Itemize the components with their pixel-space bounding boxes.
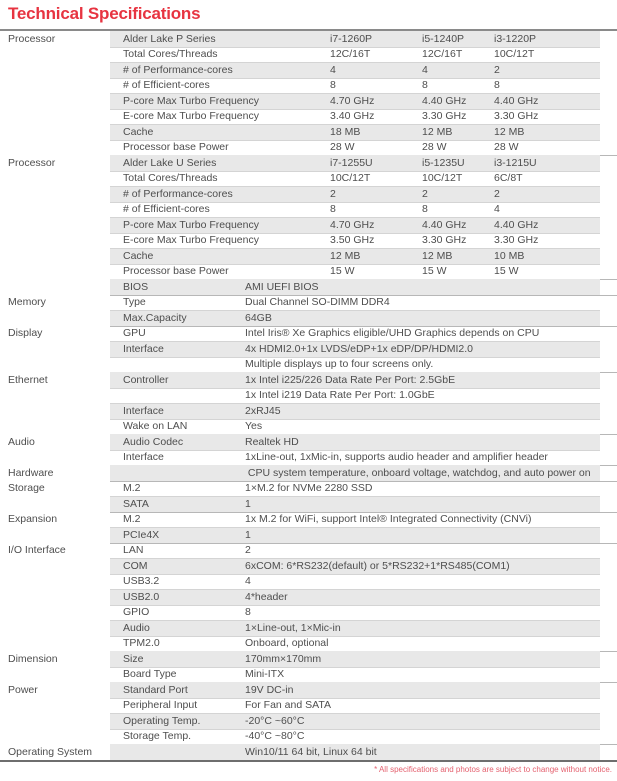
row-value: Mini-ITX: [245, 668, 285, 681]
row-stripe: [110, 481, 600, 497]
row-category: [0, 124, 110, 140]
row-value: 1x M.2 for WiFi, support Intel® Integrated Connectivity (CNVi): [245, 513, 532, 526]
row-label: TPM2.0: [123, 637, 160, 650]
row-category: Expansion: [0, 512, 110, 528]
row-value: AMI UEFI BIOS: [245, 280, 319, 293]
spec-row: [0, 62, 617, 78]
row-value: 12C/16T: [422, 48, 463, 61]
row-value: 2: [245, 544, 251, 557]
row-label: Type: [123, 296, 146, 309]
spec-row: [0, 295, 617, 311]
row-label: Alder Lake P Series: [123, 32, 216, 45]
row-value: -40°C ~80°C: [245, 730, 305, 743]
row-label: GPU: [123, 327, 146, 340]
row-category: [0, 403, 110, 419]
row-category: [0, 450, 110, 466]
row-value: 1×Line-out, 1×Mic-in: [245, 621, 341, 634]
row-value: i3-1215U: [494, 156, 537, 169]
footnote: * All specifications and photos are subject to change without notice.: [374, 764, 612, 774]
row-label: Controller: [123, 373, 169, 386]
row-stripe: [110, 264, 600, 280]
row-category: [0, 140, 110, 156]
row-category: Storage: [0, 481, 110, 497]
row-value: 8: [330, 79, 336, 92]
row-stripe: [110, 171, 600, 187]
row-value: 4x HDMI2.0+1x LVDS/eDP+1x eDP/DP/HDMI2.0: [245, 342, 473, 355]
row-category: [0, 636, 110, 652]
row-stripe: [110, 698, 600, 714]
row-value: 8: [330, 203, 336, 216]
row-category: [0, 233, 110, 249]
row-stripe: [110, 403, 600, 419]
row-value: Realtek HD: [245, 435, 299, 448]
row-stripe: [110, 372, 600, 388]
row-category: [0, 605, 110, 621]
spec-row: [0, 481, 617, 497]
row-stripe: [110, 310, 600, 326]
row-value: 10C/12T: [422, 172, 463, 185]
row-value: 2: [330, 187, 336, 200]
row-value: Win10/11 64 bit, Linux 64 bit: [245, 745, 377, 758]
row-stripe: [110, 558, 600, 574]
row-stripe: [110, 109, 600, 125]
row-stripe: [110, 496, 600, 512]
row-label: M.2: [123, 482, 141, 495]
row-category: [0, 202, 110, 218]
row-value: 4.70 GHz: [330, 218, 375, 231]
row-stripe: [110, 248, 600, 264]
spec-row: [0, 202, 617, 218]
row-value: CPU system temperature, onboard voltage, watchdog, and auto power on: [245, 466, 591, 479]
row-label: Audio: [123, 621, 150, 634]
spec-row: [0, 713, 617, 729]
row-value: 1: [245, 497, 251, 510]
spec-table: [0, 29, 617, 762]
row-label: Size: [123, 652, 144, 665]
spec-row: [0, 279, 617, 295]
row-category: [0, 341, 110, 357]
row-value: 15 W: [494, 265, 519, 278]
row-stripe: [110, 31, 600, 47]
row-value: i7-1255U: [330, 156, 373, 169]
spec-row: [0, 233, 617, 249]
row-stripe: [110, 744, 600, 760]
spec-row: [0, 667, 617, 683]
row-category: I/O Interface: [0, 543, 110, 559]
spec-row: [0, 109, 617, 125]
row-label: Processor base Power: [123, 265, 229, 278]
spec-row: [0, 47, 617, 63]
row-label: # of Efficient-cores: [123, 79, 210, 92]
spec-row: [0, 372, 617, 388]
row-category: [0, 78, 110, 94]
row-value: Onboard, optional: [245, 637, 329, 650]
row-stripe: [110, 47, 600, 63]
row-category: [0, 419, 110, 435]
row-value: 8: [422, 79, 428, 92]
row-category: [0, 496, 110, 512]
row-stripe: [110, 124, 600, 140]
spec-row: [0, 620, 617, 636]
row-stripe: [110, 341, 600, 357]
spec-row: [0, 140, 617, 156]
row-value: 8: [494, 79, 500, 92]
spec-row: [0, 217, 617, 233]
row-value: 8: [422, 203, 428, 216]
row-value: 2xRJ45: [245, 404, 281, 417]
row-label: USB3.2: [123, 575, 160, 588]
page-title: Technical Specifications: [8, 4, 201, 23]
row-value: 4*header: [245, 590, 288, 603]
spec-row: [0, 543, 617, 559]
row-stripe: [110, 434, 600, 450]
row-value: 8: [245, 606, 251, 619]
row-label: # of Performance-cores: [123, 187, 233, 200]
row-value: 4.40 GHz: [494, 94, 539, 107]
row-label: P-core Max Turbo Frequency: [123, 94, 259, 107]
row-stripe: [110, 233, 600, 249]
row-value: 3.30 GHz: [494, 110, 539, 123]
spec-row: [0, 729, 617, 745]
spec-row: [0, 326, 617, 342]
row-category: [0, 171, 110, 187]
spec-row: [0, 465, 617, 481]
row-value: 1: [245, 528, 251, 541]
spec-row: [0, 496, 617, 512]
row-value: 1x Intel i219 Data Rate Per Port: 1.0GbE: [245, 389, 435, 402]
row-label: Audio Codec: [123, 435, 184, 448]
spec-row: [0, 605, 617, 621]
row-category: [0, 729, 110, 745]
spec-row: [0, 31, 617, 47]
row-stripe: [110, 295, 600, 311]
row-value: 4.40 GHz: [422, 218, 467, 231]
row-label: Interface: [123, 342, 164, 355]
spec-row: [0, 434, 617, 450]
row-label: Standard Port: [123, 683, 188, 696]
row-stripe: [110, 729, 600, 745]
row-category: [0, 698, 110, 714]
row-label: SATA: [123, 497, 149, 510]
row-category: [0, 279, 110, 295]
row-label: Alder Lake U Series: [123, 156, 217, 169]
row-category: [0, 264, 110, 280]
spec-row: [0, 527, 617, 543]
spec-row: [0, 93, 617, 109]
spec-row: [0, 264, 617, 280]
row-category: [0, 47, 110, 63]
row-value: 28 W: [422, 141, 447, 154]
spec-row: [0, 78, 617, 94]
row-value: 6xCOM: 6*RS232(default) or 5*RS232+1*RS485(COM1): [245, 559, 510, 572]
row-stripe: [110, 62, 600, 78]
spec-row: [0, 698, 617, 714]
spec-row: [0, 248, 617, 264]
row-value: Yes: [245, 420, 263, 433]
row-stripe: [110, 202, 600, 218]
row-category: Operating System: [0, 744, 110, 760]
row-value: 3.40 GHz: [330, 110, 375, 123]
row-category: Memory: [0, 295, 110, 311]
row-value: 3.30 GHz: [494, 234, 539, 247]
row-value: i3-1220P: [494, 32, 537, 45]
spec-row: [0, 310, 617, 326]
row-value: 4: [245, 575, 251, 588]
row-label: Wake on LAN: [123, 420, 188, 433]
row-label: PCIe4X: [123, 528, 160, 541]
row-value: Dual Channel SO-DIMM DDR4: [245, 296, 390, 309]
row-value: 28 W: [494, 141, 519, 154]
row-value: 3.30 GHz: [422, 234, 467, 247]
spec-row: [0, 744, 617, 760]
row-value: i5-1240P: [422, 32, 465, 45]
spec-row: [0, 651, 617, 667]
row-category: [0, 62, 110, 78]
row-category: [0, 357, 110, 373]
row-category: [0, 589, 110, 605]
row-value: 28 W: [330, 141, 355, 154]
row-category: [0, 667, 110, 683]
row-category: [0, 186, 110, 202]
row-category: [0, 248, 110, 264]
row-category: [0, 620, 110, 636]
spec-row: [0, 186, 617, 202]
row-category: [0, 93, 110, 109]
row-value: -20°C ~60°C: [245, 714, 305, 727]
row-stripe: [110, 605, 600, 621]
spec-row: [0, 155, 617, 171]
row-value: 12C/16T: [330, 48, 371, 61]
row-stripe: [110, 574, 600, 590]
row-value: 12 MB: [422, 125, 453, 138]
row-value: 12 MB: [330, 249, 361, 262]
spec-row: [0, 403, 617, 419]
row-value: 15 W: [330, 265, 355, 278]
row-category: Ethernet: [0, 372, 110, 388]
row-label: Cache: [123, 125, 154, 138]
row-stripe: [110, 450, 600, 466]
spec-row: [0, 171, 617, 187]
row-value: 18 MB: [330, 125, 361, 138]
row-label: BIOS: [123, 280, 149, 293]
row-value: 10C/12T: [494, 48, 535, 61]
spec-row: [0, 574, 617, 590]
row-category: Processor: [0, 31, 110, 47]
row-stripe: [110, 155, 600, 171]
row-value: 4.40 GHz: [494, 218, 539, 231]
row-label: Total Cores/Threads: [123, 172, 218, 185]
row-value: i7-1260P: [330, 32, 373, 45]
row-stripe: [110, 93, 600, 109]
row-stripe: [110, 388, 600, 404]
row-label: Cache: [123, 249, 154, 262]
row-value: 4: [422, 63, 428, 76]
row-stripe: [110, 682, 600, 698]
row-label: Max.Capacity: [123, 311, 187, 324]
row-stripe: [110, 217, 600, 233]
row-stripe: [110, 186, 600, 202]
spec-row: [0, 388, 617, 404]
row-label: Storage Temp.: [123, 730, 192, 743]
row-stripe: [110, 620, 600, 636]
row-label: M.2: [123, 513, 141, 526]
row-value: 10C/12T: [330, 172, 371, 185]
row-value: 10 MB: [494, 249, 525, 262]
row-label: GPIO: [123, 606, 150, 619]
row-value: 12 MB: [422, 249, 453, 262]
row-stripe: [110, 667, 600, 683]
spec-row: [0, 357, 617, 373]
row-value: 170mm×170mm: [245, 652, 322, 665]
row-category: Processor: [0, 155, 110, 171]
row-stripe: [110, 279, 600, 295]
row-stripe: [110, 140, 600, 156]
row-category: Power: [0, 682, 110, 698]
row-value: i5-1235U: [422, 156, 465, 169]
row-label: LAN: [123, 544, 144, 557]
row-category: [0, 558, 110, 574]
row-stripe: [110, 465, 600, 481]
row-label: Processor base Power: [123, 141, 229, 154]
row-category: Dimension: [0, 651, 110, 667]
row-label: # of Efficient-cores: [123, 203, 210, 216]
row-label: Total Cores/Threads: [123, 48, 218, 61]
row-value: 3.30 GHz: [422, 110, 467, 123]
row-category: Display: [0, 326, 110, 342]
row-category: [0, 109, 110, 125]
row-value: 4: [330, 63, 336, 76]
row-stripe: [110, 527, 600, 543]
row-stripe: [110, 326, 600, 342]
row-value: 2: [422, 187, 428, 200]
spec-row: [0, 589, 617, 605]
row-value: 2: [494, 187, 500, 200]
row-stripe: [110, 357, 600, 373]
row-value: Multiple displays up to four screens only.: [245, 358, 434, 371]
row-value: 3.50 GHz: [330, 234, 375, 247]
spec-row: [0, 558, 617, 574]
row-stripe: [110, 589, 600, 605]
row-stripe: [110, 78, 600, 94]
row-stripe: [110, 636, 600, 652]
row-category: Audio: [0, 434, 110, 450]
row-category: [0, 217, 110, 233]
spec-row: [0, 341, 617, 357]
row-label: E-core Max Turbo Frequency: [123, 234, 259, 247]
row-stripe: [110, 419, 600, 435]
row-category: [0, 713, 110, 729]
spec-row: [0, 419, 617, 435]
row-value: 1xLine-out, 1xMic-in, supports audio header and amplifier header: [245, 451, 548, 464]
row-label: Interface: [123, 404, 164, 417]
row-value: 2: [494, 63, 500, 76]
row-value: 1×M.2 for NVMe 2280 SSD: [245, 482, 373, 495]
row-value: Intel Iris® Xe Graphics eligible/UHD Graphics depends on CPU: [245, 327, 540, 340]
row-label: Peripheral Input: [123, 699, 198, 712]
row-stripe: [110, 651, 600, 667]
spec-row: [0, 682, 617, 698]
row-label: USB2.0: [123, 590, 160, 603]
row-category: [0, 310, 110, 326]
row-label: Interface: [123, 451, 164, 464]
row-label: P-core Max Turbo Frequency: [123, 218, 259, 231]
row-label: Board Type: [123, 668, 177, 681]
row-stripe: [110, 713, 600, 729]
row-label: Operating Temp.: [123, 714, 201, 727]
row-value: 4: [494, 203, 500, 216]
row-category: [0, 527, 110, 543]
row-value: 15 W: [422, 265, 447, 278]
spec-row: [0, 124, 617, 140]
row-value: For Fan and SATA: [245, 699, 331, 712]
row-value: 6C/8T: [494, 172, 523, 185]
row-value: 64GB: [245, 311, 272, 324]
row-label: # of Performance-cores: [123, 63, 233, 76]
row-value: 4.40 GHz: [422, 94, 467, 107]
row-stripe: [110, 512, 600, 528]
row-category: [0, 574, 110, 590]
row-value: 4.70 GHz: [330, 94, 375, 107]
row-category: Hardware: [0, 465, 110, 481]
row-category: [0, 388, 110, 404]
row-value: 12 MB: [494, 125, 525, 138]
row-value: 1x Intel i225/226 Data Rate Per Port: 2.5GbE: [245, 373, 456, 386]
spec-row: [0, 512, 617, 528]
row-value: 19V DC-in: [245, 683, 294, 696]
row-label: COM: [123, 559, 148, 572]
row-label: E-core Max Turbo Frequency: [123, 110, 259, 123]
spec-row: [0, 450, 617, 466]
spec-row: [0, 636, 617, 652]
row-stripe: [110, 543, 600, 559]
